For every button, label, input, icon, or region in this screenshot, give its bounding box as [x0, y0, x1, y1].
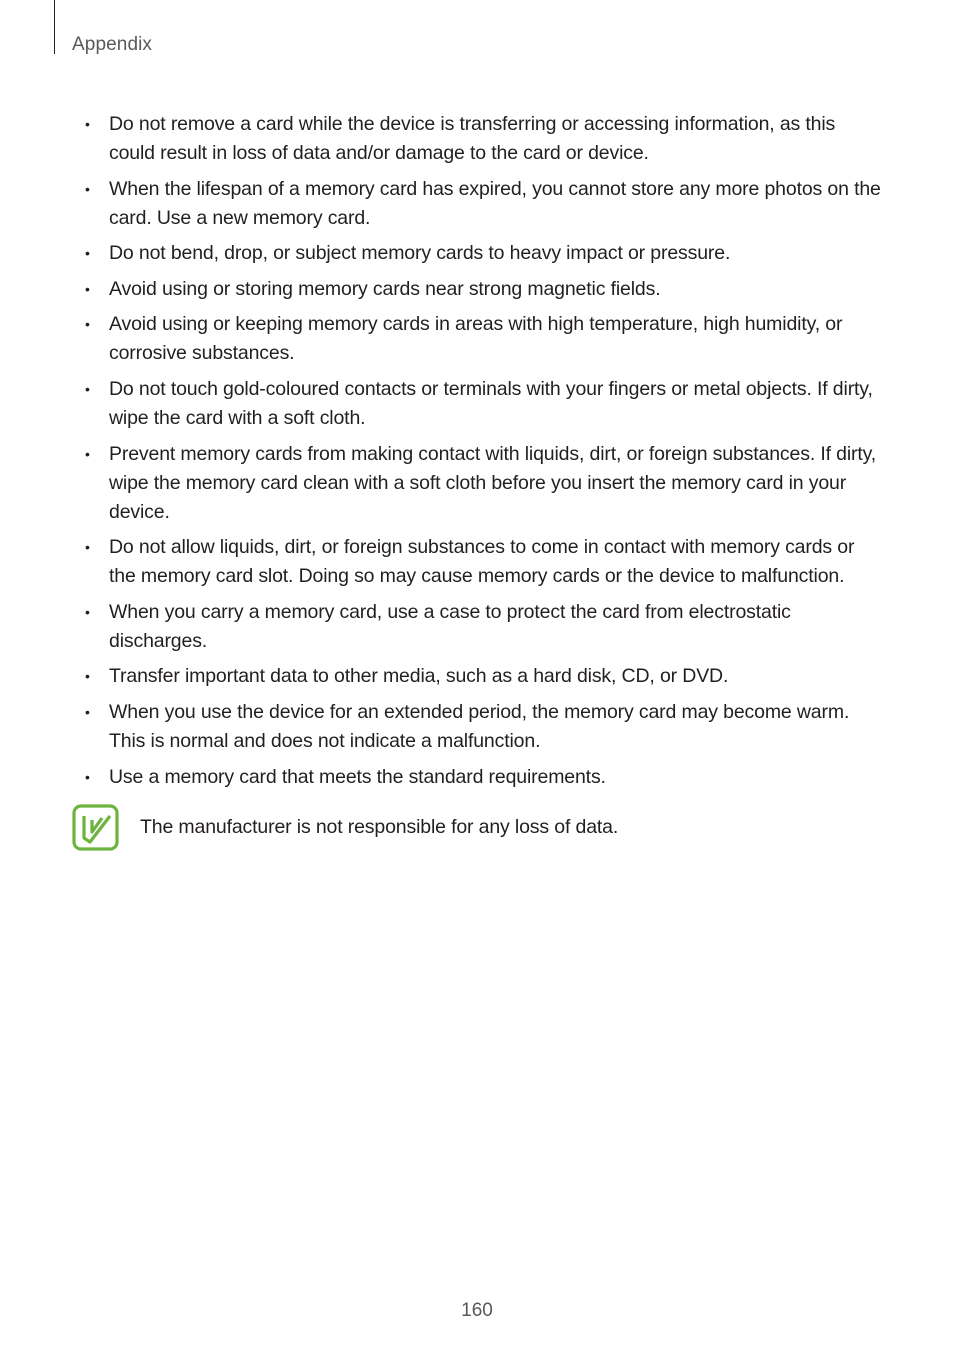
bullet-icon: • [85, 316, 90, 333]
list-item-text: Do not remove a card while the device is transferring or accessing information, as this could result in loss of data and/or damage to the card or device. [109, 113, 836, 164]
precautions-list [82, 110, 882, 798]
bullet-icon: • [85, 703, 90, 720]
bullet-icon: • [85, 539, 90, 556]
bullet-icon: • [85, 380, 90, 397]
list-item [82, 763, 882, 792]
list-item-text: Prevent memory cards from making contact with liquids, dirt, or foreign substances. If dirty, wipe the memory card clean with a soft cloth before you insert the memory card in your device. [109, 442, 877, 523]
list-item-text: Do not allow liquids, dirt, or foreign substances to come in contact with memory cards or the memory card slot. Doing so may cause memory cards or the device to malfunction. [109, 536, 855, 588]
list-item [82, 310, 882, 368]
list-item [82, 175, 882, 233]
list-item [82, 662, 882, 691]
list-item [82, 533, 882, 591]
list-item [82, 440, 882, 527]
list-item [82, 275, 882, 304]
list-item [82, 598, 882, 656]
bullet-icon: • [85, 668, 90, 685]
list-item-text: When the lifespan of a memory card has expired, you cannot store any more photos on the card. Use a new memory card. [109, 177, 881, 229]
note-box [72, 804, 892, 852]
bullet-icon: • [85, 280, 90, 297]
list-item-text: Avoid using or keeping memory cards in areas with high temperature, high humidity, or corrosive substances. [109, 313, 843, 365]
note-text: The manufacturer is not responsible for any loss of data. [140, 816, 619, 838]
list-item [82, 375, 882, 433]
list-item-text: Use a memory card that meets the standard requirements. [109, 765, 606, 788]
list-item-text: Transfer important data to other media, such as a hard disk, CD, or DVD. [109, 665, 729, 688]
bullet-icon: • [85, 768, 90, 785]
list-item-text: When you carry a memory card, use a case to protect the card from electrostatic discharges. [109, 600, 791, 652]
header-rule [54, 0, 55, 54]
list-item-text: When you use the device for an extended period, the memory card may become warm. This is normal and does not indicate a malfunction. [109, 700, 850, 752]
list-item-text: Avoid using or storing memory cards near strong magnetic fields. [109, 277, 661, 300]
list-item-text: Do not bend, drop, or subject memory cards to heavy impact or pressure. [109, 242, 731, 265]
page-number: 160 [461, 1300, 493, 1321]
list-item [82, 698, 882, 756]
bullet-icon: • [85, 180, 90, 197]
section-label: Appendix [72, 34, 153, 55]
bullet-icon: • [85, 245, 90, 262]
list-item [82, 110, 882, 168]
bullet-icon: • [85, 445, 90, 462]
bullet-icon: • [85, 116, 90, 132]
list-item [82, 239, 882, 268]
note-pencil-icon [72, 804, 119, 851]
list-item-text: Do not touch gold-coloured contacts or terminals with your fingers or metal objects. If dirty, wipe the card with a soft cloth. [109, 377, 873, 429]
bullet-icon: • [85, 603, 90, 620]
